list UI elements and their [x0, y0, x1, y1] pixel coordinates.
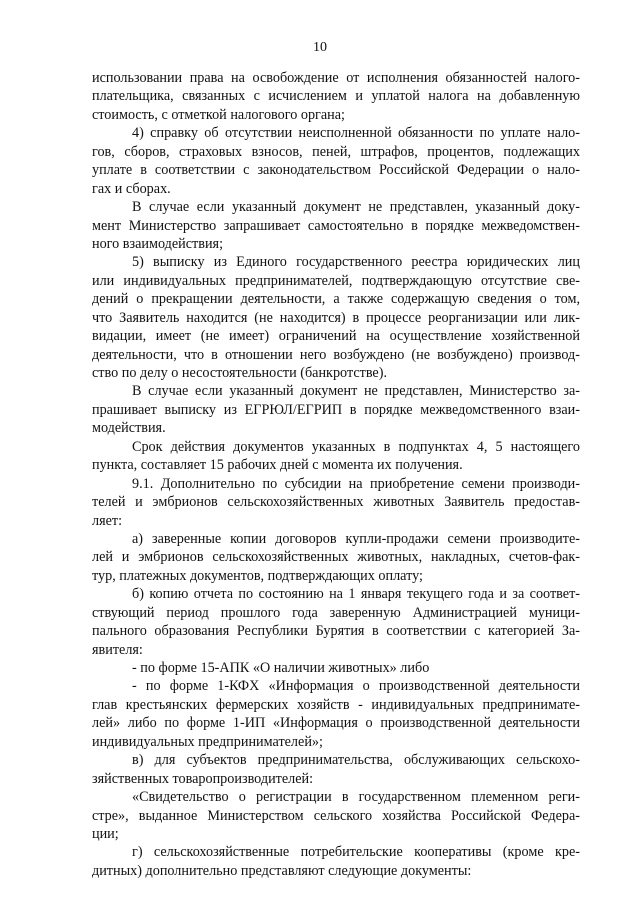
text-line: - по форме 15-АПК «О наличии животных» либо: [132, 660, 430, 676]
text-line: дитных) дополнительно представляют следующие документы:: [92, 862, 472, 879]
text-line: тур, платежных документов, подтверждающих оплату;: [92, 567, 423, 584]
text-line: глав крестьянских фермерских хозяйств - индивидуальных предпринимате-: [92, 696, 580, 713]
text-line: плательщика, связанных с исчислением и уплатой налога на добавленную: [92, 88, 580, 105]
text-line: прашивает выписку из ЕГРЮЛ/ЕГРИП в порядке межведомственного взаи-: [92, 401, 580, 418]
text-line: 5) выписку из Единого государственного реестра юридических лиц: [132, 254, 580, 271]
text-line: В случае если указанный документ не представлен, Министерство за-: [132, 383, 580, 400]
text-line: зяйственных товаропроизводителей:: [92, 770, 314, 787]
text-line: пального образования Республики Бурятия в соответствии с категорией За-: [92, 623, 580, 640]
body-text: [92, 69, 580, 880]
text-line: или индивидуальных предпринимателей, подтверждающую отсутствие све-: [92, 272, 580, 289]
text-line: г) сельскохозяйственные потребительские кооперативы (кроме кре-: [132, 844, 580, 861]
text-line: явителя:: [92, 641, 143, 658]
text-line: В случае если указанный документ не представлен, указанный доку-: [132, 199, 580, 216]
text-line: 4) справку об отсутствии неисполненной обязанности по уплате нало-: [132, 125, 580, 142]
text-line: мент Министерство запрашивает самостоятельно в порядке межведомствен-: [92, 217, 580, 234]
text-line: стре», выданное Министерством сельского хозяйства Российской Федера-: [92, 807, 580, 824]
text-line: 9.1. Дополнительно по субсидии на приобретение семени производи-: [132, 475, 580, 492]
text-line: пункта, составляет 15 рабочих дней с момента их получения.: [92, 457, 463, 474]
text-line: лей» либо по форме 1-ИП «Информация о производственной деятельности: [92, 715, 580, 732]
text-line: видации, имеет (не имеет) ограничений на осуществление хозяйственной: [92, 328, 580, 345]
text-line: гах и сборах.: [92, 180, 171, 197]
text-line: индивидуальных предпринимателей»;: [92, 733, 323, 750]
text-line: модействия.: [92, 420, 166, 437]
text-line: ляет:: [92, 512, 123, 529]
text-line: ного взаимодействия;: [92, 235, 224, 252]
text-line: телей и эмбрионов сельскохозяйственных животных Заявитель предостав-: [92, 494, 580, 511]
text-line: гов, сборов, страховых взносов, пеней, штрафов, процентов, подлежащих: [92, 143, 580, 160]
text-line: б) копию отчета по состоянию на 1 января текущего года и за соответ-: [132, 586, 580, 603]
text-line: Срок действия документов указанных в подпунктах 4, 5 настоящего: [132, 438, 580, 455]
text-line: деятельности, что в отношении него возбуждено (не возбуждено) производ-: [92, 346, 580, 363]
text-line: что Заявитель находится (не находится) в процессе реорганизации или лик-: [92, 309, 580, 326]
text-line: а) заверенные копии договоров купли-продажи семени производите-: [132, 530, 580, 547]
text-line: стоимость, с отметкой налогового органа;: [92, 106, 345, 123]
text-line: в) для субъектов предпринимательства, обслуживающих сельскохо-: [132, 752, 580, 769]
text-line: «Свидетельство о регистрации в государственном племенном реги-: [132, 789, 580, 806]
text-line: ции;: [92, 825, 119, 842]
text-line: - по форме 1-КФХ «Информация о производственной деятельности: [132, 678, 580, 695]
text-line: ствующий период прошлого года заверенную Администрацией муници-: [92, 604, 580, 621]
text-line: ство по делу о несостоятельности (банкротстве).: [92, 365, 388, 381]
page-number: 10: [313, 40, 327, 55]
text-line: использовании права на освобождение от исполнения обязанностей налого-: [92, 70, 580, 86]
text-line: лей и эмбрионов сельскохозяйственных животных, накладных, счетов-фак-: [92, 549, 580, 566]
text-line: дений о прекращении деятельности, а также содержащую сведения о том,: [92, 291, 580, 308]
text-line: уплате в соответствии с законодательством Российской Федерации о нало-: [92, 162, 580, 179]
